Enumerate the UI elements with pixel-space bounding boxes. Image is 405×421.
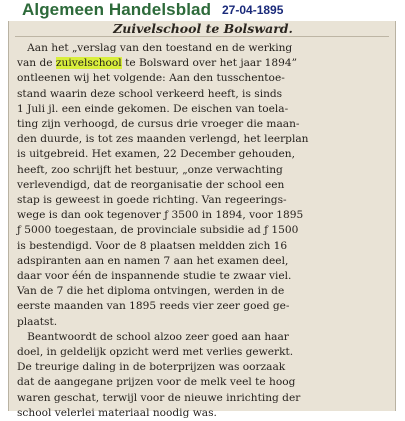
article-line	[17, 208, 405, 223]
line-text: is uitgebreid. Het examen, 22 December gehouden,	[17, 148, 295, 161]
line-text: ting zijn verhoogd, de cursus drie vroeger die maan-	[17, 118, 300, 130]
line-text: ontleenen wij het volgende: Aan den tusschentoe-	[17, 72, 285, 85]
article-line	[17, 56, 405, 71]
line-text: is bestendigd. Voor de 8 plaatsen meldden zich 16	[17, 239, 288, 252]
article-line	[17, 102, 405, 117]
article-line	[17, 375, 405, 390]
line-text: daar voor één de inspannende studie te zwaar viel.	[17, 270, 292, 282]
article-line	[17, 87, 405, 102]
article-line	[17, 254, 405, 269]
article-line	[17, 299, 405, 314]
line-text: stand waarin deze school verkeerd heeft, is sinds	[17, 87, 283, 100]
line-text: Aan het „verslag van den toestand en de werking	[17, 42, 293, 54]
article-line	[17, 132, 405, 147]
line-text: Van de 7 die het diploma ontvingen, werden in de	[17, 285, 285, 298]
article-title: Zuivelschool te Bolsward.	[113, 21, 293, 36]
article-line	[17, 360, 405, 375]
clipping-header	[0, 0, 400, 22]
article-line	[17, 178, 405, 193]
line-text: adspiranten aan en namen 7 aan het examen deel,	[17, 254, 289, 267]
line-text: dat de aangegane prijzen voor de melk veel te hoog	[17, 376, 296, 389]
article-line	[17, 147, 405, 162]
line-text: den duurde, is tot zes maanden verlengd, het leerplan	[17, 133, 309, 146]
article-line	[17, 391, 405, 406]
article-line	[17, 269, 405, 284]
article-line	[17, 71, 405, 86]
line-text: wege is dan ook tegenover ƒ 3500 in 1894, voor 1895	[17, 209, 304, 222]
line-text: te Bolsward over het jaar 1894”	[121, 57, 298, 70]
article-line	[17, 193, 405, 208]
line-text: ƒ 5000 toegestaan, de provinciale subsidie ad ƒ 1500	[17, 224, 299, 237]
article-line	[17, 284, 405, 299]
publication-date: 27-04-1895	[222, 3, 284, 17]
line-text: doel, in geldelijk opzicht werd met verlies gewerkt.	[17, 346, 294, 358]
line-text: stap is geweest in goede richting. Van regeerings-	[17, 194, 287, 206]
title-divider	[15, 36, 389, 37]
line-text: plaatst.	[17, 315, 58, 328]
line-text: De treurige daling in de boterprijzen was oorzaak	[17, 361, 286, 374]
search-highlight: zuivelschool	[55, 57, 122, 70]
article-line	[17, 239, 405, 254]
line-text: 1 Juli jl. een einde gekomen. De eischen van toela-	[17, 102, 289, 115]
article-line	[17, 223, 405, 238]
article-line	[17, 345, 405, 360]
line-text: eerste maanden van 1895 reeds vier zeer goed ge-	[17, 300, 290, 313]
line-text: van de	[17, 57, 56, 70]
line-text: school velerlei materiaal noodig was.	[17, 406, 217, 419]
line-text: waren geschat, terwijl voor de nieuwe inrichting der	[17, 391, 301, 404]
line-text: Beantwoordt de school alzoo zeer goed aan haar	[17, 330, 289, 343]
article-line	[17, 330, 405, 345]
article-line	[17, 406, 405, 421]
line-text: verlevendigd, dat de reorganisatie der school een	[17, 178, 285, 191]
line-text: heeft, zoo schrijft het bestuur, „onze verwachting	[17, 163, 283, 176]
article-line	[17, 315, 405, 330]
newspaper-clipping	[8, 21, 396, 419]
article-line	[17, 163, 405, 178]
article-line	[17, 117, 405, 132]
article-line	[17, 41, 405, 56]
newspaper-name: Algemeen Handelsblad	[22, 0, 212, 19]
